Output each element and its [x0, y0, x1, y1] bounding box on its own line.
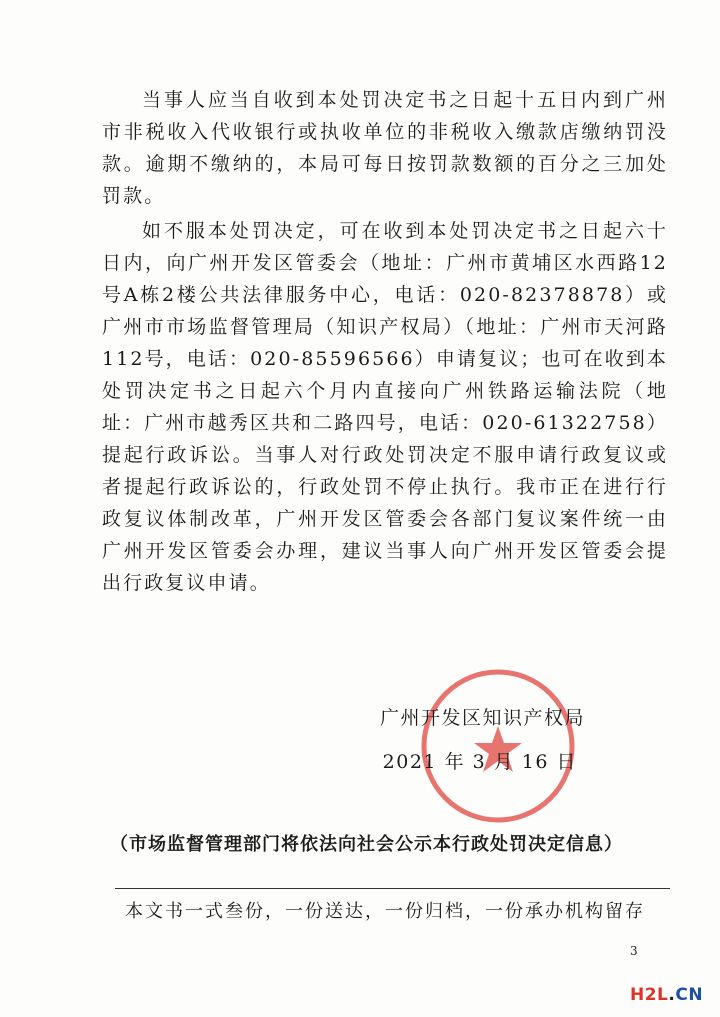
issuer-name: 广州开发区知识产权局: [380, 707, 586, 729]
issue-date: 2021 年 3 月 16 日: [382, 751, 577, 773]
paragraph-appeal: 如不服本处罚决定，可在收到本处罚决定书之日起六十日内，向广州开发区管委会（地址：广州市黄埔区水西路12号A栋2楼公共法律服务中心，电话：020-82378878）或广州市市场监督管理局（知识产权局）（地址：广州市天河路112号，电话：020-85596566）申请复议；也可在收到本处罚决定书之日起六个月内直接向广州铁路运输法院（地址：广州市越秀区共和二路四号，电话：020-61322758）提起行政诉讼。当事人对行政处罚决定不服申请行政复议或者提起行政诉讼的，行政处罚不停止执行。我市正在进行行政复议体制改革，广州开发区管委会各部门复议案件统一由广州开发区管委会办理，建议当事人向广州开发区管委会提出行政复议申请。: [102, 220, 668, 594]
watermark-part-1: H2L: [630, 985, 669, 1005]
page-number: 3: [630, 944, 638, 958]
copies-note: 本文书一式叁份，一份送达，一份归档，一份承办机构留存: [125, 901, 645, 922]
watermark-part-3: CN: [675, 985, 704, 1005]
paragraph-payment: 当事人应当自收到本处罚决定书之日起十五日内到广州市非税收入代收银行或执收单位的非税收入缴款店缴纳罚没款。逾期不缴纳的，本局可每日按罚款数额的百分之三加处罚款。: [102, 89, 668, 207]
body-text: [102, 84, 668, 602]
watermark-part-2: .: [668, 985, 676, 1005]
site-watermark: [630, 985, 703, 1005]
public-notice: （市场监督管理部门将依法向社会公示本行政处罚决定信息）: [110, 834, 623, 855]
divider-line: [115, 888, 670, 889]
signature-block: [380, 702, 586, 778]
